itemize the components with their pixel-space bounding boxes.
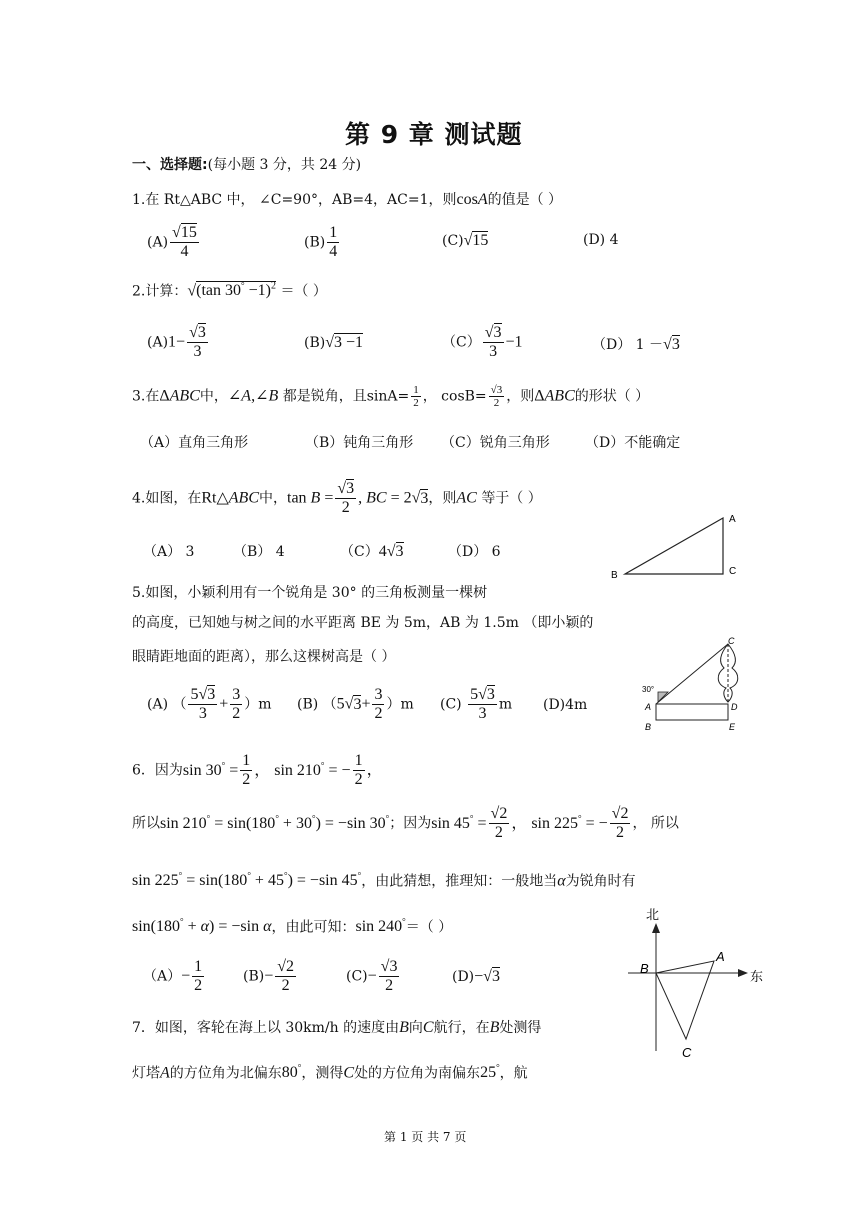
question-4-stem: 4.如图，在Rt△ABC中，tan B = $\frac{√3}{2}$ , BC = 2√3，则AC 等于（ ）	[132, 480, 542, 516]
question-1-text: 1.在 Rt△ABC 中， ∠C=90°，AB=4，AC=1，则	[132, 192, 457, 208]
question-1-tail: 的值是（ ）	[487, 192, 563, 208]
question-3-text-5: ，则	[506, 388, 535, 405]
north-arrow-icon	[652, 923, 660, 933]
question-6-text-7: ，由此可知：	[271, 919, 356, 936]
question-7-text-8: 处的方位角为南偏东	[354, 1065, 481, 1082]
question-4-option-a: （A） 3	[143, 544, 195, 560]
question-6-option-d: (D)−√3	[452, 968, 500, 985]
question-4-triangle-figure	[605, 508, 745, 583]
question-2-option-c: （C） $\frac{√3}{3}$ −1	[442, 324, 523, 360]
question-3-tail: 的形状（ ）	[574, 388, 650, 405]
question-6-option-a: （A）− $\frac{1}{2}$	[143, 958, 203, 994]
question-6-option-c: (C)− $\frac{√3}{2}$	[346, 958, 398, 994]
question-2-stem: 2.计算：√(tan 30° −1)$^2$ ＝（ ）	[132, 281, 327, 300]
question-5-option-b: (B) （5√3+ $\frac{3}{2}$ ）m	[297, 686, 414, 722]
figure-label-c: C	[682, 1045, 692, 1060]
figure-label-b: B	[645, 722, 652, 732]
question-4-text-2: 中，	[259, 490, 287, 507]
triangle-ruler-icon	[658, 692, 668, 702]
question-7-text-5: 灯塔	[132, 1065, 160, 1082]
question-2-option-b: (B)√3 −1	[304, 334, 364, 351]
option-label: (C)	[442, 233, 464, 249]
figure-label-a: A	[729, 514, 736, 525]
section-heading-label: 一、选择题:	[132, 157, 208, 173]
option-label: (C)	[346, 968, 368, 985]
question-4-option-c: （C）4√3	[340, 543, 404, 560]
option-label: (B)	[243, 968, 265, 985]
figure-label-d: D	[731, 702, 738, 712]
figure-label-b: B	[611, 570, 618, 581]
question-5-tree-figure	[640, 632, 750, 737]
question-7-text-2: 向	[408, 1020, 423, 1036]
question-1-option-b: (B) $\frac{1}{4}$	[304, 224, 338, 260]
question-6-tail: ＝（ ）	[405, 919, 453, 936]
question-2-tail: ＝（ ）	[280, 283, 327, 300]
question-4-option-d: （D） 6	[448, 544, 501, 560]
question-3-option-b: （B）钝角三角形	[305, 435, 414, 451]
question-6-text-4: ， 所以	[632, 815, 679, 832]
option-unit: m	[498, 696, 513, 713]
page-title: 第 9 章 测试题	[345, 120, 523, 149]
figure-label-angle: 30°	[642, 685, 655, 694]
question-7-line-1: 7．如图，客轮在海上以 30km/h 的速度由B向C航行，在B处测得	[132, 1019, 542, 1036]
question-1-option-d: (D) 4	[583, 232, 619, 248]
question-3-option-c: （C）锐角三角形	[441, 435, 550, 451]
section-heading	[132, 155, 361, 175]
option-unit: ）m	[244, 696, 272, 713]
option-unit: ）m	[386, 696, 414, 713]
eye-level-rect	[656, 704, 728, 720]
question-6-line-1: 6．因为sin 30° = $\frac{1}{2}$ ， sin 210° = − $\frac{1}{2}$ ，	[132, 752, 383, 788]
question-6-text-3: ；因为	[389, 815, 432, 832]
question-3-stem: 3.在ΔABC中，∠A,∠B 都是锐角，且sinA= $\frac{1}{2}$ ， cosB= $\frac{√3}{2}$ ，则ΔABC的形状（ ）	[132, 384, 650, 409]
question-7-text-9: ，航	[499, 1065, 528, 1082]
question-5-option-a: (A) （ $\frac{5√3}{3}$ + $\frac{3}{2}$ ）m	[147, 686, 272, 722]
question-6-text: 6．因为	[132, 762, 183, 779]
question-3-option-d: （D）不能确定	[585, 435, 681, 451]
question-4-text: 4.如图，在	[132, 490, 202, 507]
question-3-text: 3.在	[132, 388, 160, 405]
option-label: （C）	[442, 334, 481, 351]
question-7-text: 7．如图，客轮在海上以 30km/h 的速度由	[132, 1020, 400, 1036]
question-5-option-c: (C) $\frac{5√3}{3}$ m	[440, 686, 513, 722]
question-6-text-6: 为锐角时有	[565, 873, 636, 890]
question-2-text: 2.计算：	[132, 283, 188, 300]
question-6-line-3: sin 225° = sin(180° + 45°) = −sin 45°，由此猜想，推理知：一般地当α为锐角时有	[132, 871, 636, 890]
question-5-option-d: (D)4m	[543, 697, 588, 713]
option-label: (A)	[147, 234, 169, 251]
question-7-text-4: 处测得	[499, 1020, 542, 1036]
question-5-line-2: 的高度，已知她与树之间的水平距离 BE 为 5m，AB 为 1.5m （即小颖的	[132, 615, 594, 631]
figure-label-c: C	[728, 636, 735, 646]
section-heading-note: (每小题 3 分，共 24 分)	[207, 157, 362, 173]
question-2-option-d: （D） 1 －√3	[592, 336, 680, 353]
option-label: (B)	[304, 335, 326, 351]
figure-label-a: A	[716, 949, 725, 964]
question-7-compass-figure	[624, 903, 774, 1063]
question-7-text-7: ，测得	[301, 1065, 344, 1082]
figure-label-b: B	[640, 961, 649, 976]
question-1-option-c: (C)√15	[442, 232, 489, 249]
question-7-line-2: 灯塔A的方位角为北偏东80°，测得C处的方位角为南偏东25°，航	[132, 1063, 528, 1082]
option-label: (A) （	[147, 696, 187, 713]
question-3-option-a: （A）直角三角形	[140, 435, 249, 451]
triangle-shape	[625, 518, 723, 574]
question-6-text-2: 所以	[132, 815, 160, 832]
option-label: (D)	[452, 969, 475, 985]
option-label: (B)	[304, 234, 326, 251]
question-6-line-2: 所以sin 210° = sin(180° + 30°) = −sin 30°；因为sin 45° = $\frac{√2}{2}$ ， sin 225° = − $\frac{√2}{2}$ ， 所以	[132, 805, 679, 841]
option-label: （D） 1 －	[592, 337, 664, 353]
question-6-option-b: (B)− $\frac{√2}{2}$	[243, 958, 295, 994]
east-arrow-icon	[738, 969, 748, 977]
question-5-line-3: 眼睛距地面的距离），那么这棵树高是（ ）	[132, 649, 396, 665]
option-label: （A）	[143, 968, 182, 985]
tree-icon	[718, 644, 738, 702]
option-label: (B) （	[297, 696, 337, 713]
question-6-text-5: ，由此猜想，推理知：一般地当	[361, 873, 558, 890]
question-4-tail: 等于（ ）	[481, 490, 542, 507]
option-label: （C）	[340, 544, 379, 560]
compass-label-north: 北	[646, 907, 660, 922]
question-6-line-4: sin(180° + α) = −sin α，由此可知：sin 240°＝（ ）	[132, 917, 453, 936]
question-7-text-6: 的方位角为北偏东	[169, 1065, 282, 1082]
question-5-line-1: 5.如图，小颖利用有一个锐角是 30° 的三角板测量一棵树	[132, 585, 488, 601]
question-2-option-a: (A)1− $\frac{√3}{3}$	[147, 324, 206, 360]
sight-line	[656, 644, 728, 704]
question-4-text-3: ，则	[428, 490, 457, 507]
question-4-option-b: （B） 4	[233, 544, 285, 560]
page-footer: 第 1 页 共 7 页	[384, 1130, 467, 1144]
option-label: (C)	[440, 696, 462, 713]
figure-label-e: E	[729, 722, 736, 732]
question-1-option-a: (A) $\frac{√15}{4}$	[147, 224, 197, 260]
question-3-text-3: 都是锐角，且sinA=	[282, 388, 410, 405]
figure-label-c: C	[729, 566, 737, 577]
compass-label-east: 东	[750, 969, 764, 984]
figure-label-a: A	[645, 702, 652, 712]
option-label: (A)	[147, 334, 169, 351]
question-3-text-4: ， cosB=	[422, 388, 487, 405]
question-3-text-2: 中，	[199, 388, 228, 405]
question-7-text-3: 航行，在	[433, 1020, 490, 1036]
question-1-stem: 1.在 Rt△ABC 中， ∠C=90°，AB=4，AC=1，则cosA的值是（ ）	[132, 191, 563, 208]
